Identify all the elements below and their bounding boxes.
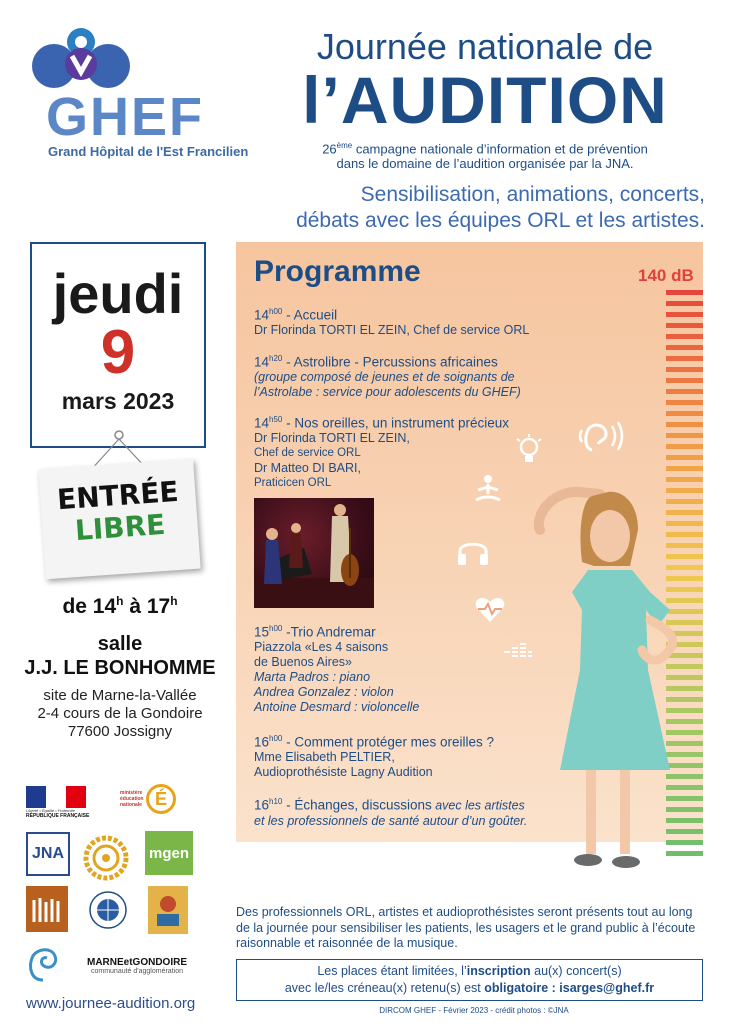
- scale-bar: [666, 433, 703, 438]
- education-nationale-logo: ministère éducation nationale É: [120, 776, 180, 822]
- ghef-subtitle: Grand Hôpital de l'Est Francilien: [48, 144, 249, 159]
- scale-bar: [666, 345, 703, 350]
- scale-bar: [666, 378, 703, 383]
- scale-bar: [666, 301, 703, 306]
- scale-bar: [666, 411, 703, 416]
- mgen-logo: mgen: [145, 831, 193, 875]
- venue-address: site de Marne-la-Vallée 2-4 cours de la Gondoire 77600 Jossigny: [37, 687, 203, 740]
- date-number: 9: [100, 318, 136, 387]
- marne-gondoire-logo: MARNEetGONDOIRE communauté d'agglomération: [86, 957, 187, 975]
- trio-photo-illustration: [254, 498, 374, 608]
- title-line2: l’AUDITION: [302, 63, 668, 137]
- sign-line2: LIBRE: [73, 507, 167, 548]
- astrolibre-icon: [151, 890, 185, 930]
- date-day: jeudi: [52, 262, 184, 325]
- trio-photo: [254, 498, 374, 608]
- headphones-icon: [456, 536, 490, 566]
- programme-item-4: $15^{h00}$ -Trio Andremar Piazzola «Les 4 saisons de Buenos Aires» Marta Padros : piano Andrea Gonzalez : violon Antoine Desmard : violoncelle: [254, 624, 420, 714]
- footer-text: Des professionnels ORL, artistes et audioprothésistes seront présents tout au long de la journée pour sensibiliser les patients, les usagers et le grand public à l’écoute raisonnable et raisonnée de la musique.: [236, 905, 696, 950]
- scale-bar: [666, 323, 703, 328]
- astrolibre-logo: [148, 886, 188, 934]
- date-box: [30, 242, 206, 448]
- scale-bar: [666, 455, 703, 460]
- registration-notice: Les places étant limitées, l’inscription au(x) concert(s) avec le/les créneau(x) retenu(s) est obligatoire : isarges@ghef.fr: [236, 959, 703, 1001]
- scale-label: 140 dB: [638, 266, 694, 285]
- scale-bar: [666, 334, 703, 339]
- jna-logo: JNA: [26, 832, 70, 876]
- tagline: Sensibilisation, animations, concerts, débats avec les équipes ORL et les artistes.: [296, 183, 705, 232]
- programme-item-2: $14^{h20}$ - Astrolibre - Percussions africaines (groupe composé de jeunes et de soignants de l’Astrolabe : service pour adolescents du GHEF): [254, 354, 521, 399]
- programme-item-1: $14^{h00}$ - Accueil Dr Florinda TORTI EL ZEIN, Chef de service ORL: [254, 307, 530, 337]
- scale-bar: [666, 389, 703, 394]
- global-compact-icon: [88, 890, 128, 930]
- music-logo: [26, 886, 68, 932]
- programme-item-5: $16^{h00}$ - Comment protéger mes oreilles ? Mme Elisabeth PELTIER, Audioprothésiste Lagny Audition: [254, 734, 494, 779]
- title-line1: Journée nationale de: [316, 26, 654, 67]
- venue-name: salle J.J. LE BONHOMME: [24, 633, 216, 679]
- scale-bar: [666, 290, 703, 295]
- campaign-text: 26ème campagne nationale d’information et de prévention dans le domaine de l’audition organisée par la JNA.: [322, 141, 648, 172]
- programme-item-3: $14^{h50}$ - Nos oreilles, un instrument précieux Dr Florinda TORTI EL ZEIN, Chef de service ORL Dr Matteo DI BARI, Praticicen ORL: [254, 415, 509, 489]
- hours: de 14$^h$ à 17$^h$: [62, 594, 178, 618]
- scale-bar: [666, 367, 703, 372]
- ear-spiral-icon: [26, 944, 60, 982]
- email-link[interactable]: : isarges@ghef.fr: [548, 981, 655, 995]
- ear-sound-icon: [578, 420, 624, 454]
- e-logo-icon: É: [146, 784, 176, 814]
- heart-pulse-icon: [474, 594, 506, 624]
- rotary-logo-icon: [82, 834, 130, 882]
- programme-item-6: $16^{h10}$ - Échanges, discussions avec les artistes et les professionnels de santé autour d’un goûter.: [254, 797, 528, 828]
- republique-francaise-logo: Liberté • Égalité • Fraternité RÉPUBLIQUE FRANÇAISE: [26, 782, 90, 822]
- scale-bar: [666, 356, 703, 361]
- scale-bar: [666, 444, 703, 449]
- date-month: mars 2023: [61, 388, 175, 414]
- sign-line1: ENTRÉE: [56, 474, 180, 517]
- programme-title: Programme: [254, 255, 421, 288]
- entry-free-sign: [38, 459, 200, 580]
- scale-bar: [666, 422, 703, 427]
- ghef-wordmark: GHEF: [46, 87, 205, 147]
- instruments-icon: [30, 894, 64, 924]
- ghef-logo: [22, 26, 252, 166]
- photo-credit: DIRCOM GHEF - Février 2023 - crédit photos : ©JNA: [379, 1006, 569, 1015]
- scale-bar: [666, 312, 703, 317]
- girl-photo: [520, 470, 690, 890]
- website-link[interactable]: www.journee-audition.org: [26, 995, 196, 1012]
- scale-bar: [666, 400, 703, 405]
